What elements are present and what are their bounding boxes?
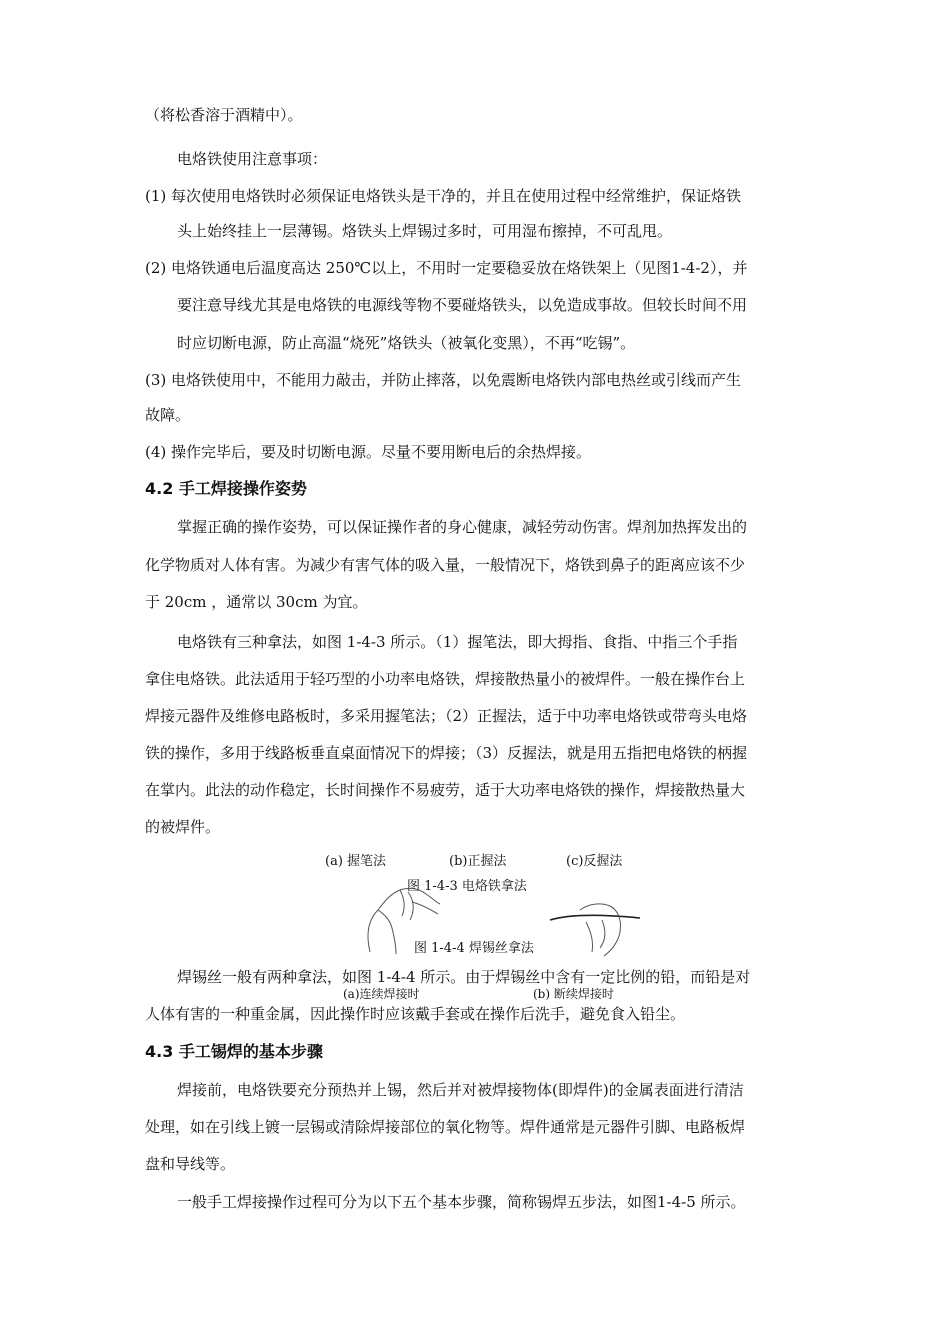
note-3-line-1: (3) 电烙铁使用中，不能用力敲击，并防止摔落，以免震断电烙铁内部电热丝或引线而产生 <box>145 371 742 389</box>
figure-1-4-4-caption: 图 1-4-4 焊锡丝拿法 <box>414 941 534 956</box>
sec42-p1-line-1: 掌握正确的操作姿势，可以保证操作者的身心健康，减轻劳动伤害。焊剂加热挥发出的 <box>177 518 748 536</box>
sec43-p2-line-1: 一般手工焊接操作过程可分为以下五个基本步骤，简称锡焊五步法，如图1-4-5 所示。 <box>177 1193 746 1211</box>
sec43-p1-line-2: 处理，如在引线上镀一层锡或清除焊接部位的氧化物等。焊件通常是元器件引脚、电路板焊 <box>145 1118 746 1136</box>
section-4-3-heading: 4.3 手工锡焊的基本步骤 <box>145 1042 323 1061</box>
figure-sub-b-caption: (b)正握法 <box>449 854 507 869</box>
figure-sub-a-caption: (a) 握笔法 <box>325 854 387 869</box>
solder-wire-line-2: 人体有害的一种重金属，因此操作时应该戴手套或在操作后洗手，避免食入铅尘。 <box>145 1005 686 1023</box>
note-2-line-3: 时应切断电源，防止高温“烧死”烙铁头（被氧化变黑），不再“吃锡”。 <box>177 334 636 352</box>
intro-line: （将松香溶于酒精中）。 <box>145 106 303 124</box>
sec42-p2-line-3: 焊接元器件及维修电路板时，多采用握笔法；（2）正握法，适于中功率电烙铁或带弯头电烙 <box>145 707 748 725</box>
sec42-p2-line-2: 拿住电烙铁。此法适用于轻巧型的小功率电烙铁，焊接散热量小的被焊件。一般在操作台上 <box>145 670 746 688</box>
notes-title: 电烙铁使用注意事项： <box>177 150 328 168</box>
sec42-p2-line-1: 电烙铁有三种拿法，如图 1-4-3 所示。（1）握笔法，即大拇指、食指、中指三个手指 <box>177 633 738 651</box>
note-2-line-1: (2) 电烙铁通电后温度高达 250℃以上，不用时一定要稳妥放在烙铁架上（见图1-4-2），并 <box>145 259 748 277</box>
sec42-p1-line-2: 化学物质对人体有害。为减少有害气体的吸入量，一般情况下，烙铁到鼻子的距离应该不少 <box>145 556 746 574</box>
solder-wire-line-1: 焊锡丝一般有两种拿法，如图 1-4-4 所示。由于焊锡丝中含有一定比例的铅，而铅是对 <box>177 968 751 986</box>
figure-1-4-3-caption: 图 1-4-3 电烙铁拿法 <box>407 879 527 894</box>
figure-sub-continuous-caption: (a)连续焊接时 <box>343 987 420 1001</box>
note-4-line-1: (4) 操作完毕后，要及时切断电源。尽量不要用断电后的余热焊接。 <box>145 443 592 461</box>
figure-sub-c-caption: (c)反握法 <box>566 854 623 869</box>
section-4-2-heading: 4.2 手工焊接操作姿势 <box>145 479 307 498</box>
sec42-p2-line-5: 在掌内。此法的动作稳定，长时间操作不易疲劳，适于大功率电烙铁的操作，焊接散热量大 <box>145 781 746 799</box>
sec42-p1-line-3: 于 20cm ，通常以 30cm 为宜。 <box>145 593 368 611</box>
sec43-p1-line-1: 焊接前，电烙铁要充分预热并上锡，然后并对被焊接物体(即焊件)的金属表面进行清洁 <box>177 1081 744 1099</box>
note-1-line-1: (1) 每次使用电烙铁时必须保证电烙铁头是干净的，并且在使用过程中经常维护，保证烙铁 <box>145 187 742 205</box>
note-3-line-2: 故障。 <box>145 406 191 424</box>
sec42-p2-line-6: 的被焊件。 <box>145 818 221 836</box>
figure-sub-intermittent-caption: (b) 断续焊接时 <box>533 987 614 1001</box>
note-1-line-2: 头上始终挂上一层薄锡。烙铁头上焊锡过多时，可用湿布擦掉，不可乱甩。 <box>177 222 673 240</box>
sec43-p1-line-3: 盘和导线等。 <box>145 1155 236 1173</box>
hand-intermittent-illustration <box>540 890 650 960</box>
sec42-p2-line-4: 铁的操作，多用于线路板垂直桌面情况下的焊接；（3）反握法，就是用五指把电烙铁的柄握 <box>145 744 748 762</box>
note-2-line-2: 要注意导线尤其是电烙铁的电源线等物不要碰烙铁头，以免造成事故。但较长时间不用 <box>177 296 748 314</box>
